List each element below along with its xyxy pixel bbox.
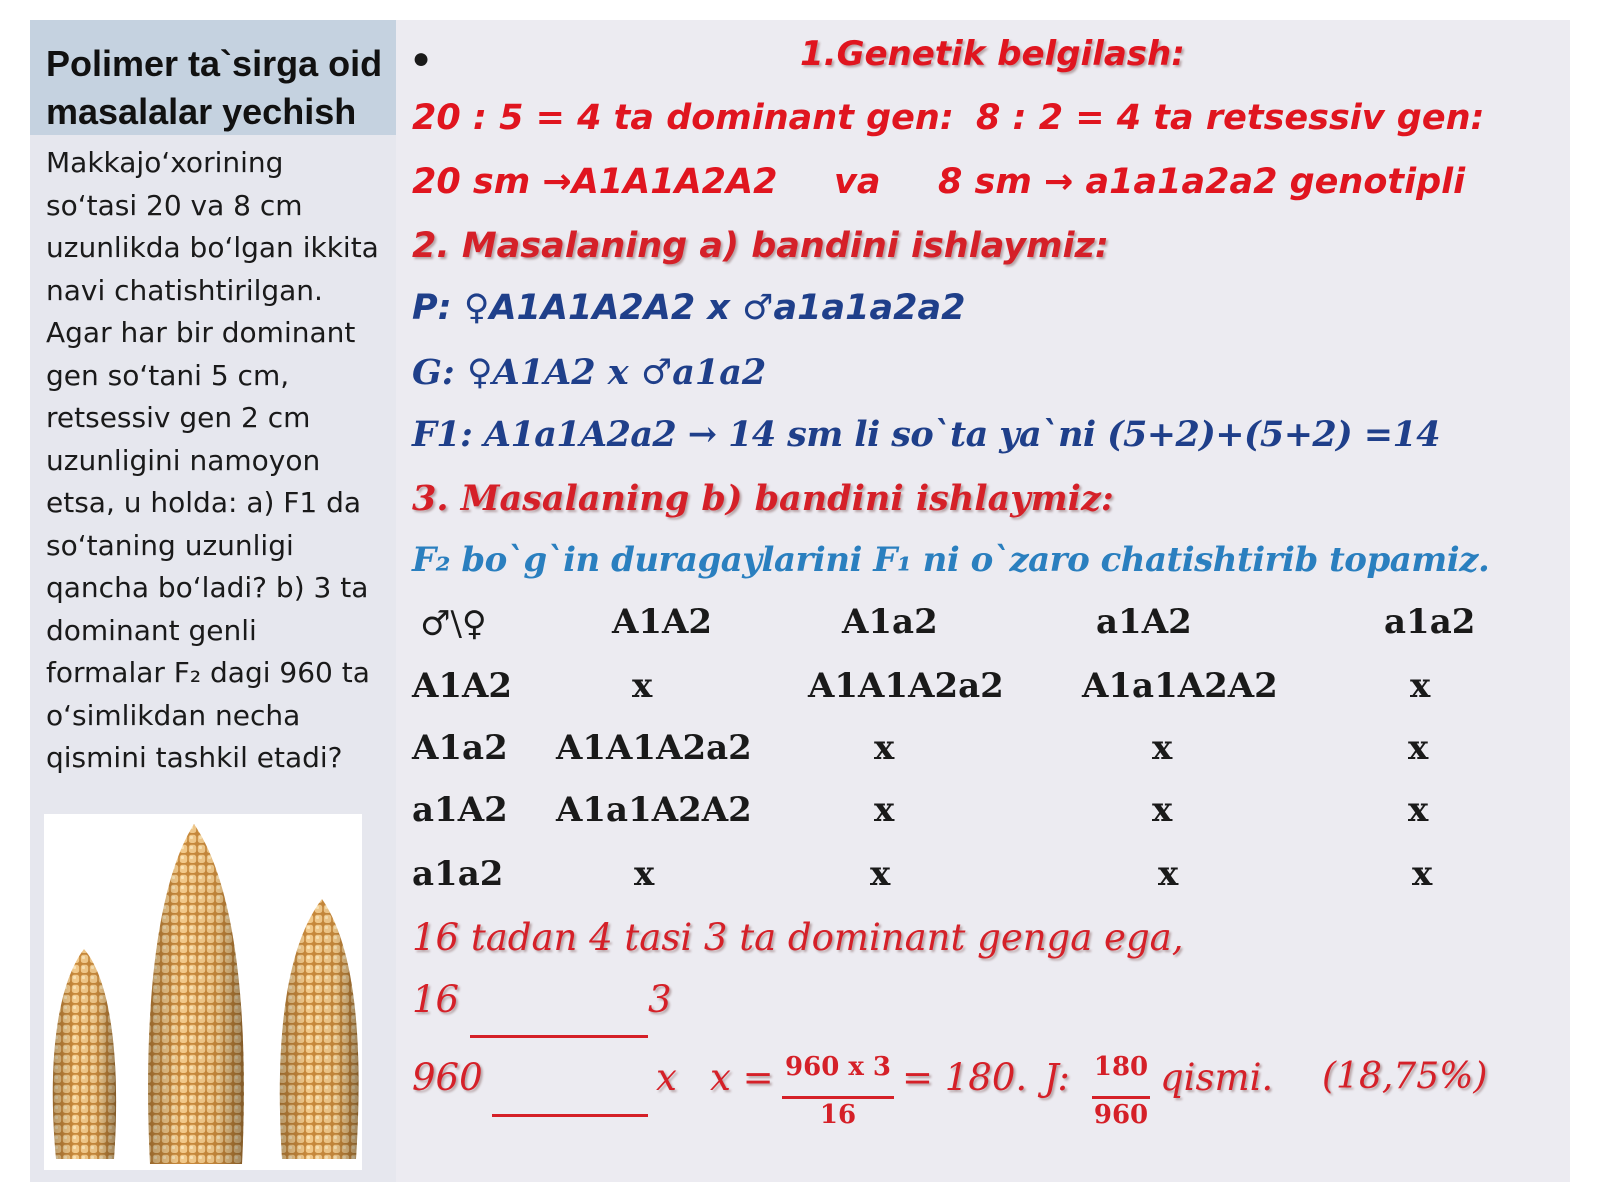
punnett-cell: x bbox=[1152, 790, 1173, 830]
fraction1-bar bbox=[782, 1096, 894, 1099]
fraction1-numerator: 960 x 3 bbox=[785, 1052, 891, 1082]
punnett-cell: x bbox=[874, 790, 895, 830]
line-8sm-genotype: 8 sm → a1a1a2a2 genotipli bbox=[938, 162, 1466, 202]
punnett-corner: ♂\♀ bbox=[420, 604, 487, 644]
line-retsessiv-gen: 8 : 2 = 4 ta retsessiv gen: bbox=[976, 98, 1485, 138]
punnett-cell: x bbox=[1408, 728, 1429, 768]
punnett-cell: x bbox=[634, 854, 655, 894]
line-f2-description: F₂ bo`g`in duragaylarini F₁ ni o`zaro chatishtirib topamiz. bbox=[412, 540, 1490, 580]
heading-a-band: 2. Masalaning a) bandini ishlaymiz: bbox=[412, 226, 1109, 266]
punnett-col-header: A1a2 bbox=[842, 602, 938, 642]
punnett-cell: x bbox=[874, 728, 895, 768]
fraction2-denominator: 960 bbox=[1093, 1100, 1149, 1130]
line-parents: P: ♀A1A1A2A2 x ♂a1a1a2a2 bbox=[412, 288, 966, 328]
punnett-cell: x bbox=[1408, 790, 1429, 830]
equation-x: x = bbox=[710, 1056, 774, 1099]
punnett-cell: A1a1A2A2 bbox=[556, 790, 752, 830]
punnett-cell: x bbox=[870, 854, 891, 894]
punnett-row-label: a1A2 bbox=[412, 790, 508, 830]
punnett-cell: x bbox=[1152, 728, 1173, 768]
answer-qismi: qismi. bbox=[1160, 1056, 1274, 1099]
heading-b-band: 3. Masalaning b) bandini ishlaymiz: bbox=[412, 478, 1114, 519]
punnett-col-header: A1A2 bbox=[612, 602, 713, 642]
heading-genetik-belgilash: 1.Genetik belgilash: bbox=[800, 34, 1185, 74]
problem-text: Makkajo‘xorining so‘tasi 20 va 8 cm uzunlikda bo‘lgan ikkita navi chatishtirilgan. Agar har bir dominant gen so‘tani 5 cm, retsessiv gen 2 cm uzunligini namoyon etsa, u holda: a) F1 da so‘taning uzunligi qancha bo‘ladi? b) 3 ta dominant genli formalar F₂ dagi 960 ta o‘simlikdan necha qismini tashkil etadi? bbox=[46, 146, 379, 774]
fraction2-bar bbox=[1092, 1096, 1150, 1099]
line-gametes: G: ♀A1A2 x ♂a1a2 bbox=[412, 352, 767, 393]
answer-label: J: bbox=[1044, 1056, 1070, 1099]
punnett-col-header: a1a2 bbox=[1384, 602, 1476, 642]
punnett-cell: x bbox=[1412, 854, 1433, 894]
bullet: ● bbox=[412, 42, 431, 75]
equation-result-180: = 180. bbox=[902, 1056, 1028, 1099]
proportion-line-2 bbox=[492, 1114, 648, 1117]
line-f1: F1: A1a1A2a2 → 14 sm li so`ta ya`ni (5+2)+(5+2) =14 bbox=[412, 414, 1440, 455]
punnett-row-label: a1a2 bbox=[412, 854, 504, 894]
punnett-cell: A1a1A2A2 bbox=[1082, 666, 1278, 706]
punnett-cell: A1A1A2a2 bbox=[808, 666, 1004, 706]
line-16-of-4: 16 tadan 4 tasi 3 ta dominant genga ega, bbox=[412, 916, 1184, 959]
answer-percent: (18,75%) bbox=[1322, 1056, 1488, 1097]
punnett-cell: x bbox=[632, 666, 653, 706]
slide-title: Polimer ta`sirga oid masalalar yechish bbox=[46, 43, 383, 132]
proportion-960: 960 bbox=[412, 1056, 483, 1099]
punnett-row-label: A1A2 bbox=[412, 666, 513, 706]
line-dominant-gen: 20 : 5 = 4 ta dominant gen: bbox=[412, 98, 954, 138]
proportion-3: 3 bbox=[648, 978, 672, 1021]
fraction2-numerator: 180 bbox=[1093, 1052, 1149, 1082]
punnett-row-label: A1a2 bbox=[412, 728, 508, 768]
punnett-col-header: a1A2 bbox=[1096, 602, 1192, 642]
line-20sm-genotype: 20 sm →A1A1A2A2 bbox=[412, 162, 778, 202]
proportion-x: x bbox=[656, 1056, 677, 1099]
fraction1-denominator: 16 bbox=[819, 1100, 857, 1130]
punnett-cell: x bbox=[1158, 854, 1179, 894]
punnett-cell: A1A1A2a2 bbox=[556, 728, 752, 768]
word-va: va bbox=[834, 162, 881, 202]
proportion-16: 16 bbox=[412, 978, 460, 1021]
proportion-line-1 bbox=[470, 1035, 648, 1038]
punnett-cell: x bbox=[1410, 666, 1431, 706]
